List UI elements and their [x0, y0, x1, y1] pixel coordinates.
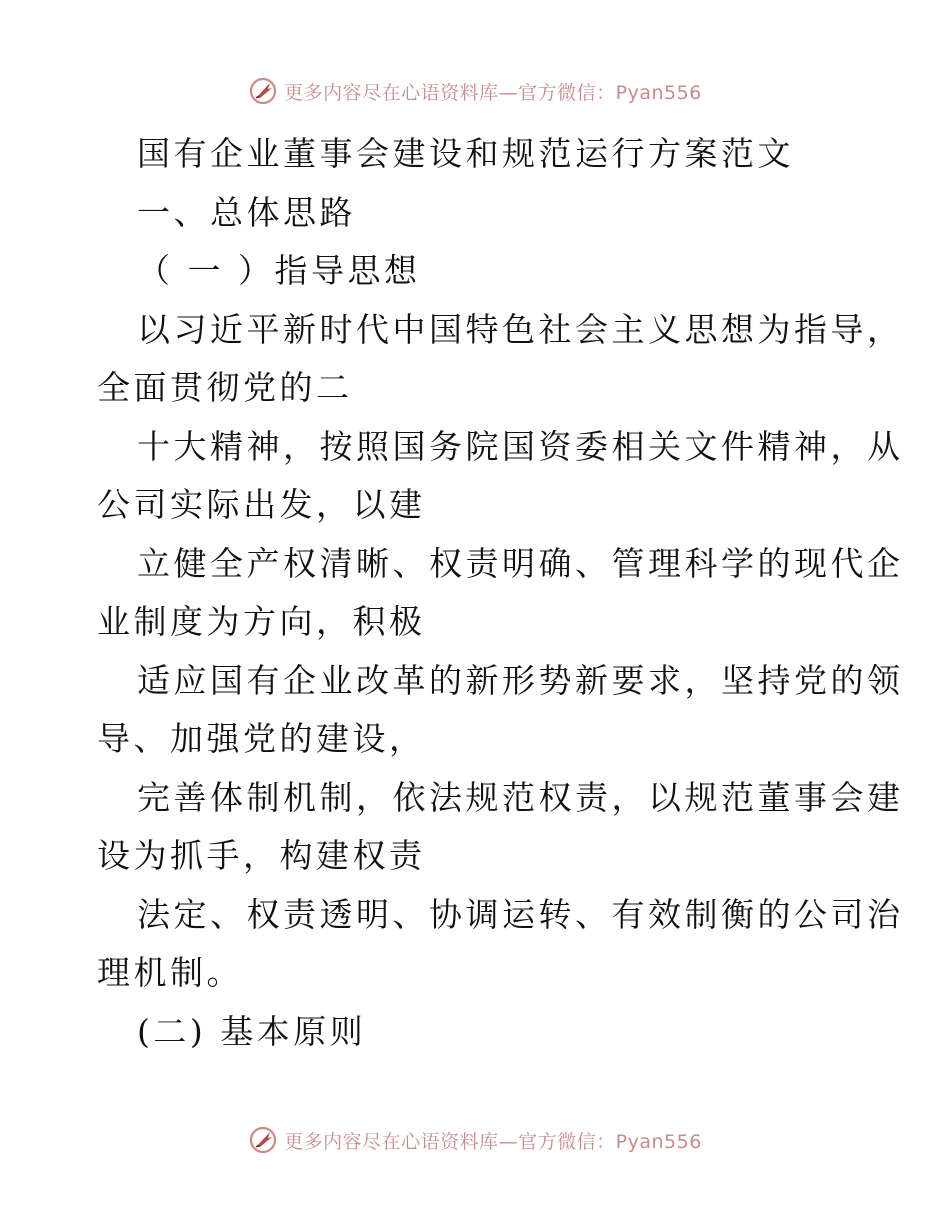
- paragraph-line: 适应国有企业改革的新形势新要求，坚持党的领: [137, 660, 904, 700]
- quill-logo-icon: [248, 1125, 278, 1155]
- document-title: 国有企业董事会建设和规范运行方案范文: [137, 134, 794, 173]
- subsection-heading: (二) 基本原则: [137, 1011, 367, 1051]
- paragraph-line: 业制度为方向，积极: [97, 602, 426, 641]
- paragraph-line: 法定、权责透明、协调运转、有效制衡的公司治: [137, 894, 904, 934]
- quill-logo-icon: [248, 76, 278, 106]
- paragraph-line: 导、加强党的建设，: [97, 719, 426, 758]
- watermark-text: 更多内容尽在心语资料库—官方微信：Pyan556: [284, 81, 702, 104]
- watermark-footer: [0, 1120, 950, 1160]
- paragraph-line: 十大精神，按照国务院国资委相关文件精神，从: [137, 426, 904, 466]
- paragraph-line: 完善体制机制，依法规范权责，以规范董事会建: [137, 777, 904, 817]
- subsection-heading: （ 一 ）指导思想: [137, 251, 421, 290]
- paragraph-line: 公司实际出发，以建: [97, 485, 426, 524]
- paragraph-line: 全面贯彻党的二: [97, 368, 353, 407]
- paragraph-line: 立健全产权清晰、权责明确、管理科学的现代企: [137, 543, 904, 583]
- watermark-text: 更多内容尽在心语资料库—官方微信：Pyan556: [284, 1130, 702, 1153]
- section-heading: 一、总体思路: [137, 192, 356, 232]
- paragraph-line: 理机制。: [97, 953, 243, 992]
- paragraph-line: 设为抓手，构建权责: [97, 836, 426, 875]
- paragraph-line: 以习近平新时代中国特色社会主义思想为指导，: [137, 309, 904, 349]
- watermark-header: [0, 71, 950, 111]
- document-body: [97, 125, 904, 1061]
